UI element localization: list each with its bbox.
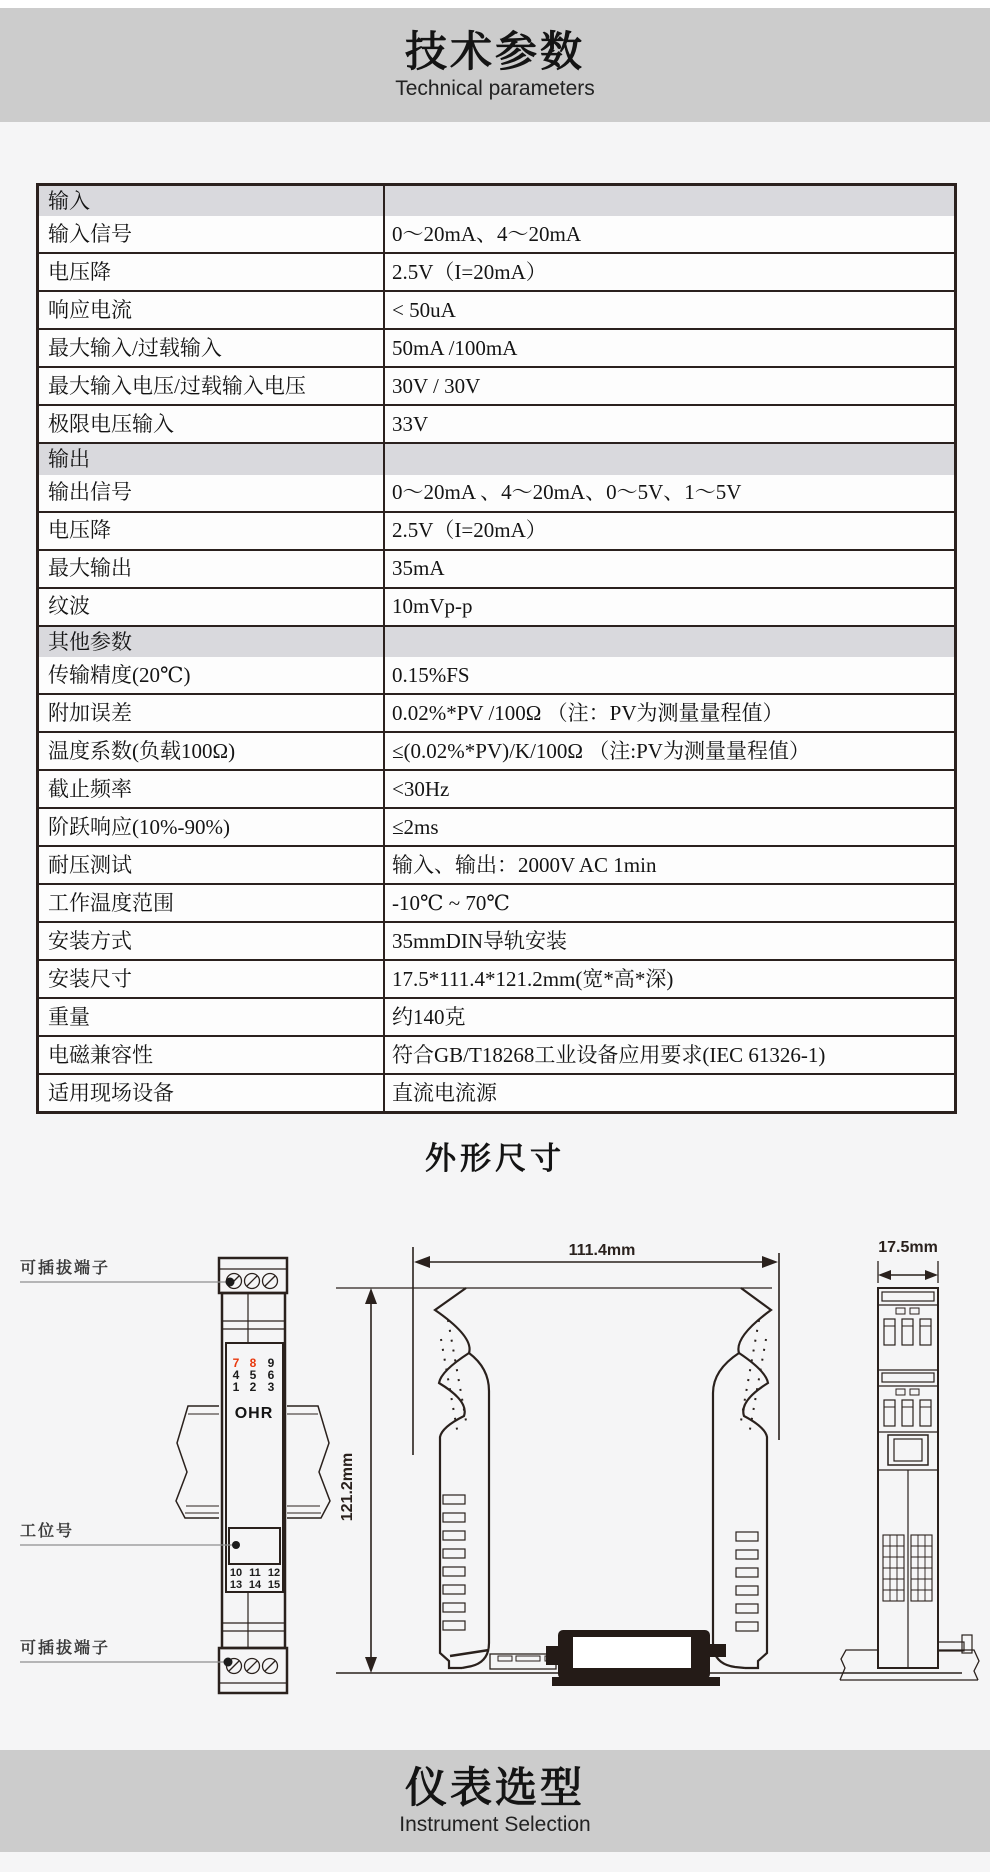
spec-label: 安装方式	[39, 923, 385, 959]
spec-value: 0.15%FS	[392, 662, 470, 687]
instrument-selection-banner	[0, 1750, 990, 1852]
spec-row	[39, 731, 954, 769]
end-view	[840, 1261, 979, 1680]
spec-row	[39, 511, 954, 549]
spec-value: -10℃ ~ 70℃	[392, 890, 510, 915]
spec-label: 安装尺寸	[39, 961, 385, 997]
spec-row	[39, 959, 954, 997]
spec-row	[39, 290, 954, 328]
spec-value: <30Hz	[392, 776, 450, 801]
spec-value: < 50uA	[392, 298, 456, 323]
page-title: 技术参数	[404, 27, 585, 75]
side-view	[336, 1247, 962, 1686]
tag-number-label: 工位号	[20, 1523, 75, 1540]
terminal-8: 8	[249, 1356, 257, 1370]
callouts	[20, 1258, 243, 1667]
spec-label: 极限电压输入	[39, 406, 385, 442]
spec-value: 0.02%*PV /100Ω （注：PV为测量量程值）	[392, 700, 784, 725]
terminal-10: 10	[229, 1567, 243, 1579]
terminal-14: 14	[248, 1579, 262, 1591]
terminal-12: 12	[267, 1567, 281, 1579]
spec-value: 约140克	[392, 1004, 466, 1029]
pluggable-terminal-label-top: 可插拔端子	[20, 1260, 111, 1277]
width-dimension-label: 111.4mm	[568, 1242, 636, 1259]
terminal-5: 5	[249, 1368, 257, 1382]
terminal-13: 13	[229, 1579, 243, 1591]
pluggable-terminal-label-bottom: 可插拔端子	[20, 1640, 111, 1657]
spec-row	[39, 549, 954, 587]
spec-row	[39, 693, 954, 731]
spec-label: 工作温度范围	[39, 885, 385, 921]
outline-drawings	[0, 1225, 990, 1725]
spec-value: 50mA /100mA	[392, 336, 518, 361]
spec-value: 2.5V（I=20mA）	[392, 260, 547, 285]
terminal-1: 1	[232, 1380, 240, 1394]
spec-table	[36, 183, 957, 1114]
spec-row	[39, 328, 954, 366]
spec-value: 33V	[392, 412, 429, 437]
spec-value: 直流电流源	[392, 1080, 497, 1105]
leader-dot-bottom	[224, 1658, 233, 1667]
spec-row	[39, 769, 954, 807]
spec-label: 重量	[39, 999, 385, 1035]
spec-row	[39, 883, 954, 921]
outline-dimensions-title: 外形尺寸	[425, 1141, 565, 1176]
spec-label: 温度系数(负载100Ω)	[39, 733, 385, 769]
spec-label: 纹波	[39, 589, 385, 625]
terminal-4: 4	[232, 1368, 240, 1382]
spec-row	[39, 252, 954, 290]
spec-row	[39, 657, 954, 693]
spec-label: 电压降	[39, 254, 385, 290]
spec-value	[385, 199, 954, 203]
spec-label: 最大输出	[39, 551, 385, 587]
terminal-6: 6	[267, 1368, 275, 1382]
leader-dot-top	[226, 1278, 235, 1287]
spec-row	[39, 404, 954, 442]
spec-label: 截止频率	[39, 771, 385, 807]
front-view-texts	[230, 1356, 280, 1591]
terminal-2: 2	[249, 1380, 257, 1394]
spec-value: 符合GB/T18268工业设备应用要求(IEC 61326-1)	[392, 1042, 826, 1067]
spec-label: 最大输入电压/过载输入电压	[39, 368, 385, 404]
spec-row	[39, 216, 954, 252]
terminal-9: 9	[267, 1356, 275, 1370]
spec-label: 输入	[39, 186, 385, 216]
spec-label: 其他参数	[39, 627, 385, 657]
spec-label: 附加误差	[39, 695, 385, 731]
spec-label: 电磁兼容性	[39, 1037, 385, 1073]
technical-parameters-banner	[0, 8, 990, 122]
height-dimension-label: 121.2mm	[339, 1452, 356, 1522]
right-vent-slots	[736, 1532, 758, 1631]
spec-label: 耐压测试	[39, 847, 385, 883]
spec-value: 35mmDIN导轨安装	[392, 928, 567, 953]
spec-label: 输出	[39, 444, 385, 474]
spec-value: 35mA	[392, 556, 445, 581]
depth-dimension-label: 17.5mm	[878, 1239, 938, 1256]
spec-value	[385, 457, 954, 461]
terminal-7: 7	[232, 1356, 240, 1370]
spec-row	[39, 845, 954, 883]
spec-label: 传输精度(20℃)	[39, 657, 385, 693]
spec-section-row	[39, 186, 954, 216]
leader-dot-mid	[232, 1541, 240, 1549]
terminal-3: 3	[267, 1380, 275, 1394]
spec-value: ≤(0.02%*PV)/K/100Ω （注:PV为测量量程值）	[392, 738, 810, 763]
spec-value: 输入、输出：2000V AC 1min	[392, 852, 657, 877]
spec-label: 电压降	[39, 513, 385, 549]
terminal-15: 15	[267, 1579, 281, 1591]
spec-value: 0～20mA 、4～20mA、0～5V、1～5V	[392, 480, 742, 505]
spec-label: 适用现场设备	[39, 1075, 385, 1111]
terminal-11: 11	[249, 1567, 261, 1579]
spec-value: 2.5V（I=20mA）	[392, 518, 547, 543]
spec-value	[385, 640, 954, 644]
footer-title: 仪表选型	[404, 1763, 585, 1811]
spec-row	[39, 921, 954, 959]
page-subtitle: Technical parameters	[395, 77, 595, 101]
spec-row	[39, 366, 954, 404]
spec-section-row	[39, 442, 954, 474]
left-vent-slots	[443, 1495, 465, 1630]
spec-label: 响应电流	[39, 292, 385, 328]
spec-row	[39, 1035, 954, 1073]
spec-value: 10mVp-p	[392, 594, 473, 619]
spec-label: 输入信号	[39, 216, 385, 252]
spec-value: 30V / 30V	[392, 374, 481, 399]
spec-label: 阶跃响应(10%-90%)	[39, 809, 385, 845]
footer-subtitle: Instrument Selection	[399, 1813, 591, 1837]
spec-value: 0～20mA、4～20mA	[392, 222, 581, 247]
spec-value: 17.5*111.4*121.2mm(宽*高*深)	[392, 966, 674, 991]
spec-label: 输出信号	[39, 475, 385, 511]
outline-drawings-svg	[0, 1225, 990, 1725]
brand-logo: OHR	[234, 1405, 274, 1422]
spec-label: 最大输入/过载输入	[39, 330, 385, 366]
spec-value: ≤2ms	[392, 814, 439, 839]
spec-row	[39, 807, 954, 845]
spec-row	[39, 587, 954, 625]
spec-row	[39, 475, 954, 511]
spec-section-row	[39, 625, 954, 657]
bottom-terminal-screws	[227, 1659, 278, 1674]
spec-row	[39, 997, 954, 1035]
spec-row	[39, 1073, 954, 1111]
front-view	[176, 1258, 330, 1693]
